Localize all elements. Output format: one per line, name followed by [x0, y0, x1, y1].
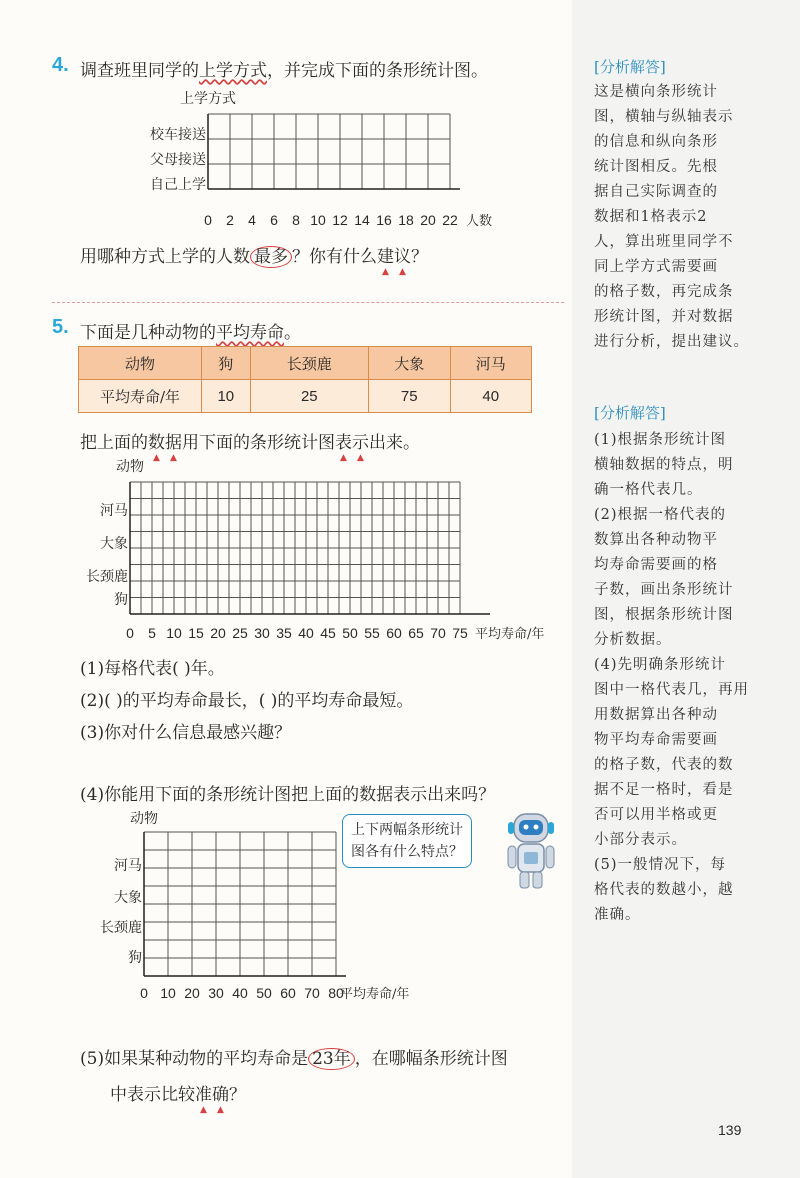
- sidebar-line: 据自己实际调查的: [594, 184, 718, 200]
- sidebar-line: 的格子数，再完成条: [594, 284, 734, 300]
- q5-sub5-line2-dot: 准确: [195, 1085, 229, 1105]
- sidebar-line: 的信息和纵向条形: [594, 134, 718, 150]
- page-number: 139: [718, 1122, 742, 1138]
- x-tick-label: 12: [332, 212, 348, 228]
- x-tick-label: 8: [292, 212, 300, 228]
- question-4-number: 4.: [52, 54, 69, 76]
- table-cell: 10: [202, 380, 251, 413]
- q5-sub5-pre: (5)如果某种动物的平均寿命是: [80, 1049, 309, 1069]
- table-header-cell: 狗: [202, 347, 251, 380]
- x-tick-label: 40: [232, 985, 248, 1001]
- sidebar-line: 均寿命需要画的格: [594, 557, 718, 573]
- table-header-row: [79, 347, 532, 380]
- x-tick-label: 50: [256, 985, 272, 1001]
- q5-intro-post: 。: [284, 323, 301, 343]
- x-tick-label: 50: [342, 625, 358, 641]
- category-label: 河马: [114, 858, 142, 874]
- q5-instr-mid: 用下面的条形统计图: [182, 433, 335, 453]
- x-tick-label: 70: [304, 985, 320, 1001]
- sub-question-3: (3)你对什么信息最感兴趣？: [80, 723, 292, 743]
- x-tick-label: 65: [408, 625, 424, 641]
- x-tick-label: 40: [298, 625, 314, 641]
- sidebar-line: 的格子数，代表的数: [594, 757, 734, 773]
- x-tick-label: 16: [376, 212, 392, 228]
- sidebar-line: 数算出各种动物平: [594, 532, 718, 548]
- table-header-cell: 河马: [450, 347, 532, 380]
- sub-question-1: (1)每格代表( )年。: [80, 659, 225, 679]
- x-tick-label: 35: [276, 625, 292, 641]
- sub-question-5: [80, 1044, 508, 1070]
- sidebar-line: 格代表的数越小，越: [594, 882, 734, 898]
- q5-sub5-line2-pre: 中表示比较: [110, 1085, 195, 1105]
- category-label: 校车接送: [150, 127, 206, 143]
- category-label: 大象: [114, 890, 142, 906]
- q5-instr-dot2: 表示: [335, 433, 369, 453]
- sidebar-line: 分析数据。: [594, 632, 672, 648]
- x-tick-label: 6: [270, 212, 278, 228]
- category-label: 长颈鹿: [86, 569, 128, 585]
- sidebar-text-1: [594, 80, 794, 355]
- x-tick-label: 30: [208, 985, 224, 1001]
- category-label: 狗: [128, 950, 142, 966]
- lifespan-table: [78, 346, 532, 413]
- sub-question-4: (4)你能用下面的条形统计图把上面的数据表示出来吗？: [80, 785, 496, 805]
- x-tick-label: 20: [184, 985, 200, 1001]
- sidebar-line: 横轴数据的特点，明: [594, 457, 734, 473]
- sidebar-line: 准确。: [594, 907, 641, 923]
- sidebar-line: 统计图相反。先根: [594, 159, 718, 175]
- table-header-cell: 大象: [369, 347, 450, 380]
- x-tick-label: 0: [126, 625, 134, 641]
- x-tick-label: 45: [320, 625, 336, 641]
- q5-sub5-circled: 23年: [308, 1048, 355, 1070]
- chart1-y-title: 动物: [116, 459, 144, 475]
- sidebar-header-2: [分析解答]: [594, 404, 666, 422]
- x-tick-label: 70: [430, 625, 446, 641]
- sidebar-line: 子数，画出条形统计: [594, 582, 734, 598]
- robot-icon: [500, 810, 562, 892]
- q4-prompt-pre: 调查班里同学的: [80, 61, 199, 81]
- q5-intro-emphasis: 平均寿命: [216, 323, 284, 343]
- q4-question-mid: ？你有什么: [292, 247, 377, 267]
- q4-question-end: ？: [411, 247, 428, 267]
- x-axis-label: 平均寿命/年: [475, 627, 545, 642]
- category-label: 长颈鹿: [100, 920, 142, 936]
- x-tick-label: 75: [452, 625, 468, 641]
- table-cell: 40: [450, 380, 532, 413]
- q4-question-pre: 用哪种方式上学的人数: [80, 247, 250, 267]
- table-cell: 75: [369, 380, 450, 413]
- sidebar-text-2: [594, 428, 794, 928]
- x-tick-label: 80: [328, 985, 344, 1001]
- x-tick-label: 60: [386, 625, 402, 641]
- x-tick-label: 10: [310, 212, 326, 228]
- q5-instr-pre: 把上面的: [80, 433, 148, 453]
- x-tick-label: 30: [254, 625, 270, 641]
- x-tick-label: 22: [442, 212, 458, 228]
- x-tick-label: 2: [226, 212, 234, 228]
- sidebar-line: 数据和1格表示2: [594, 209, 708, 225]
- sub-question-2: (2)( )的平均寿命最长，( )的平均寿命最短。: [80, 691, 414, 711]
- q5-sub5-line2-post: ？: [229, 1085, 246, 1105]
- q4-emphasis-dots: 建议: [377, 247, 411, 267]
- sub-question-5-line2: [110, 1080, 246, 1115]
- chart2-y-title: 动物: [130, 811, 158, 827]
- sidebar-line: 这是横向条形统计: [594, 84, 718, 100]
- category-label: 大象: [100, 536, 128, 552]
- q4-prompt-post: ，并完成下面的条形统计图。: [267, 61, 488, 81]
- x-axis-label: 平均寿命/年: [340, 987, 410, 1002]
- sidebar-line: 否可以用半格或更: [594, 807, 718, 823]
- table-row-label: 平均寿命/年: [79, 380, 202, 413]
- sidebar-line: 小部分表示。: [594, 832, 687, 848]
- q5-instr-post: 出来。: [369, 433, 420, 453]
- sidebar-line: 物平均寿命需要画: [594, 732, 718, 748]
- sidebar-line: (5)一般情况下，每: [594, 857, 727, 873]
- sidebar-line: 据不足一格时，看是: [594, 782, 734, 798]
- bubble-line-2: 图各有什么特点？: [351, 844, 463, 860]
- x-tick-label: 15: [188, 625, 204, 641]
- sidebar-line: 形统计图，并对数据: [594, 309, 734, 325]
- sidebar-line: (1)根据条形统计图: [594, 432, 727, 448]
- sidebar-line: 进行分析，提出建议。: [594, 334, 749, 350]
- x-axis-label: 人数: [466, 214, 493, 229]
- sidebar-line: 同上学方式需要画: [594, 259, 718, 275]
- x-tick-label: 0: [204, 212, 212, 228]
- q4-chart-title: 上学方式: [180, 91, 236, 107]
- q5-intro-pre: 下面是几种动物的: [80, 323, 216, 343]
- category-label: 狗: [114, 592, 128, 608]
- table-cell: 25: [250, 380, 368, 413]
- x-tick-label: 20: [420, 212, 436, 228]
- sidebar-line: 人，算出班里同学不: [594, 234, 734, 250]
- q4-prompt-emphasis: 上学方式: [199, 61, 267, 81]
- x-tick-label: 5: [148, 625, 156, 641]
- sidebar-line: 用数据算出各种动: [594, 707, 718, 723]
- x-tick-label: 60: [280, 985, 296, 1001]
- robot-speech-bubble: [342, 814, 472, 868]
- question-5-intro: [80, 318, 301, 343]
- sidebar-line: (2)根据一格代表的: [594, 507, 727, 523]
- x-tick-label: 55: [364, 625, 380, 641]
- x-tick-label: 14: [354, 212, 370, 228]
- q4-circled-word: 最多: [250, 246, 292, 268]
- question-5-number: 5.: [52, 316, 69, 338]
- lifespan-bar-chart-1[interactable]: [70, 476, 570, 646]
- bubble-line-1: 上下两幅条形统计: [351, 822, 463, 838]
- sidebar-line: 图中一格代表几，再用: [594, 682, 749, 698]
- sidebar-line: 图，根据条形统计图: [594, 607, 734, 623]
- category-label: 父母接送: [150, 152, 206, 168]
- sidebar-line: (4)先明确条形统计: [594, 657, 727, 673]
- sidebar-line: 确一格代表几。: [594, 482, 703, 498]
- x-tick-label: 20: [210, 625, 226, 641]
- x-tick-label: 18: [398, 212, 414, 228]
- x-tick-label: 10: [160, 985, 176, 1001]
- question-4-prompt: [80, 56, 488, 81]
- x-tick-label: 0: [140, 985, 148, 1001]
- sidebar-header-1: [分析解答]: [594, 58, 666, 76]
- sidebar-line: 图，横轴与纵轴表示: [594, 109, 734, 125]
- x-tick-label: 4: [248, 212, 256, 228]
- table-row: [79, 380, 532, 413]
- q5-sub5-post: ，在哪幅条形统计图: [354, 1049, 508, 1069]
- q4-bar-chart[interactable]: [130, 108, 510, 233]
- question-4-followup: [80, 242, 428, 277]
- section-divider: [52, 302, 564, 303]
- category-label: 河马: [100, 503, 128, 519]
- q5-instr-dot1: 数据: [148, 433, 182, 453]
- table-header-cell: 长颈鹿: [250, 347, 368, 380]
- x-tick-label: 10: [166, 625, 182, 641]
- category-label: 自己上学: [150, 177, 206, 193]
- x-tick-label: 25: [232, 625, 248, 641]
- table-header-cell: 动物: [79, 347, 202, 380]
